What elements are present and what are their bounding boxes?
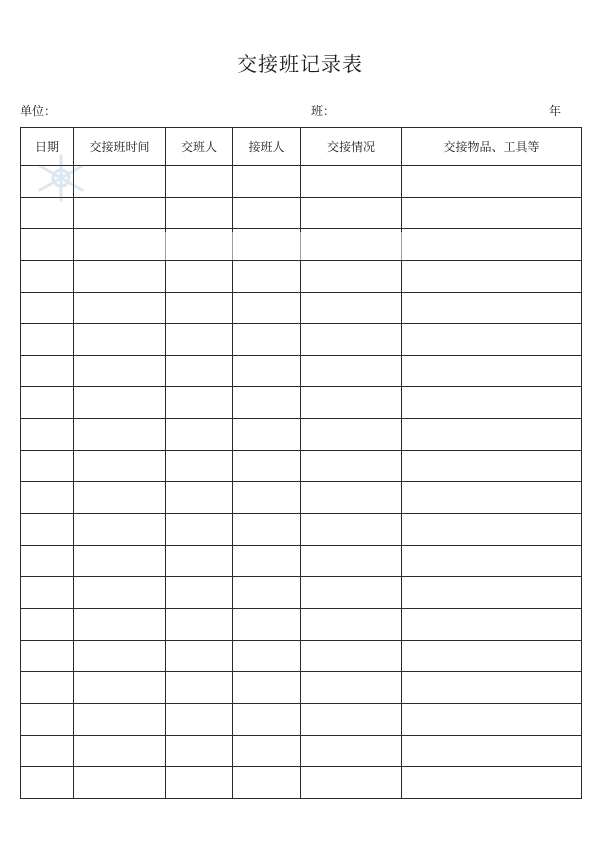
table-cell bbox=[166, 703, 233, 735]
table-cell bbox=[233, 387, 301, 419]
column-header-items-tools: 交接物品、工具等 bbox=[402, 128, 582, 166]
table-cell bbox=[21, 292, 74, 324]
table-cell bbox=[402, 450, 582, 482]
table-cell bbox=[166, 324, 233, 356]
table-cell bbox=[402, 514, 582, 546]
table-cell bbox=[233, 608, 301, 640]
table-row bbox=[21, 355, 582, 387]
table-cell bbox=[301, 767, 402, 799]
table-row bbox=[21, 450, 582, 482]
table-cell bbox=[233, 735, 301, 767]
table-cell bbox=[402, 767, 582, 799]
table-row bbox=[21, 482, 582, 514]
table-cell bbox=[301, 197, 402, 229]
watermark-band bbox=[150, 232, 510, 260]
table-cell bbox=[233, 166, 301, 198]
table-row bbox=[21, 260, 582, 292]
table-cell bbox=[301, 703, 402, 735]
snowflake-logo-icon bbox=[28, 152, 94, 204]
table-cell bbox=[166, 767, 233, 799]
table-cell bbox=[74, 324, 166, 356]
table-row bbox=[21, 577, 582, 609]
page-title: 交接班记录表 bbox=[237, 52, 363, 76]
table-cell bbox=[233, 482, 301, 514]
table-cell bbox=[166, 735, 233, 767]
table-header-row bbox=[21, 128, 582, 166]
table-cell bbox=[74, 703, 166, 735]
table-cell bbox=[166, 608, 233, 640]
table-cell bbox=[402, 292, 582, 324]
table-cell bbox=[21, 260, 74, 292]
table-cell bbox=[166, 577, 233, 609]
table-cell bbox=[21, 767, 74, 799]
table-cell bbox=[74, 640, 166, 672]
table-cell bbox=[21, 450, 74, 482]
table-cell bbox=[166, 387, 233, 419]
table-cell bbox=[166, 482, 233, 514]
table-cell bbox=[21, 640, 74, 672]
column-header-incoming-person: 接班人 bbox=[233, 128, 301, 166]
table-cell bbox=[21, 735, 74, 767]
table-cell bbox=[301, 387, 402, 419]
table-cell bbox=[21, 324, 74, 356]
table-row bbox=[21, 292, 582, 324]
shift-label: 班： bbox=[311, 104, 336, 118]
column-header-handover-time: 交接班时间 bbox=[74, 128, 166, 166]
table-cell bbox=[301, 545, 402, 577]
table-row bbox=[21, 703, 582, 735]
table-cell bbox=[301, 577, 402, 609]
table-cell bbox=[402, 197, 582, 229]
table-cell bbox=[166, 166, 233, 198]
table-cell bbox=[301, 514, 402, 546]
table-cell bbox=[402, 703, 582, 735]
table-cell bbox=[402, 260, 582, 292]
table-cell bbox=[166, 672, 233, 704]
table-cell bbox=[166, 197, 233, 229]
table-cell bbox=[166, 514, 233, 546]
unit-label: 单位： bbox=[20, 104, 57, 118]
table-cell bbox=[74, 735, 166, 767]
table-cell bbox=[74, 387, 166, 419]
table-cell bbox=[402, 545, 582, 577]
table-cell bbox=[402, 608, 582, 640]
table-cell bbox=[74, 260, 166, 292]
table-cell bbox=[301, 166, 402, 198]
table-cell bbox=[74, 355, 166, 387]
table-cell bbox=[402, 672, 582, 704]
table-cell bbox=[233, 355, 301, 387]
table-cell bbox=[74, 292, 166, 324]
column-header-date: 日期 bbox=[21, 128, 74, 166]
table-cell bbox=[233, 450, 301, 482]
table-cell bbox=[402, 419, 582, 451]
table-cell bbox=[21, 482, 74, 514]
table-cell bbox=[21, 703, 74, 735]
table-cell bbox=[301, 324, 402, 356]
year-label: 年 bbox=[549, 104, 562, 118]
table-cell bbox=[21, 514, 74, 546]
table-row bbox=[21, 514, 582, 546]
table-cell bbox=[74, 482, 166, 514]
table-cell bbox=[233, 767, 301, 799]
table-cell bbox=[21, 672, 74, 704]
table-cell bbox=[21, 577, 74, 609]
table-cell bbox=[402, 387, 582, 419]
table-cell bbox=[301, 450, 402, 482]
table-row bbox=[21, 767, 582, 799]
table-cell bbox=[233, 514, 301, 546]
table-cell bbox=[402, 577, 582, 609]
table-cell bbox=[233, 260, 301, 292]
table-cell bbox=[233, 419, 301, 451]
table-cell bbox=[74, 419, 166, 451]
table-cell bbox=[402, 324, 582, 356]
table-cell bbox=[301, 419, 402, 451]
table-cell bbox=[233, 197, 301, 229]
table-cell bbox=[402, 355, 582, 387]
table-cell bbox=[21, 419, 74, 451]
table-cell bbox=[166, 260, 233, 292]
table-cell bbox=[74, 767, 166, 799]
table-cell bbox=[74, 514, 166, 546]
table-row bbox=[21, 640, 582, 672]
table-cell bbox=[166, 419, 233, 451]
table-cell bbox=[233, 703, 301, 735]
table-cell bbox=[21, 545, 74, 577]
table-cell bbox=[233, 292, 301, 324]
table-row bbox=[21, 387, 582, 419]
table-cell bbox=[21, 608, 74, 640]
table-cell bbox=[233, 672, 301, 704]
table-cell bbox=[166, 640, 233, 672]
table-cell bbox=[301, 640, 402, 672]
table-cell bbox=[74, 672, 166, 704]
table-cell bbox=[233, 577, 301, 609]
table-row bbox=[21, 608, 582, 640]
table-cell bbox=[233, 640, 301, 672]
table-cell bbox=[166, 355, 233, 387]
column-header-handover-status: 交接情况 bbox=[301, 128, 402, 166]
table-cell bbox=[402, 482, 582, 514]
table-cell bbox=[301, 260, 402, 292]
table-row bbox=[21, 735, 582, 767]
table-cell bbox=[301, 608, 402, 640]
table-row bbox=[21, 545, 582, 577]
table-cell bbox=[21, 229, 74, 261]
table-row bbox=[21, 419, 582, 451]
table-cell bbox=[402, 640, 582, 672]
table-cell bbox=[301, 292, 402, 324]
column-header-outgoing-person: 交班人 bbox=[166, 128, 233, 166]
table-cell bbox=[402, 166, 582, 198]
table-cell bbox=[166, 545, 233, 577]
table-cell bbox=[74, 608, 166, 640]
table-row bbox=[21, 672, 582, 704]
table-cell bbox=[301, 672, 402, 704]
table-cell bbox=[301, 355, 402, 387]
table-cell bbox=[233, 545, 301, 577]
handover-record-table bbox=[20, 127, 582, 799]
table-cell bbox=[21, 387, 74, 419]
table-cell bbox=[301, 735, 402, 767]
table-cell bbox=[402, 735, 582, 767]
table-cell bbox=[21, 355, 74, 387]
table-row bbox=[21, 324, 582, 356]
table-cell bbox=[166, 450, 233, 482]
table-cell bbox=[74, 450, 166, 482]
table-row bbox=[21, 166, 582, 198]
table-cell bbox=[74, 577, 166, 609]
table-cell bbox=[233, 324, 301, 356]
table-cell bbox=[301, 482, 402, 514]
table-cell bbox=[166, 292, 233, 324]
table-row bbox=[21, 197, 582, 229]
table-cell bbox=[74, 545, 166, 577]
